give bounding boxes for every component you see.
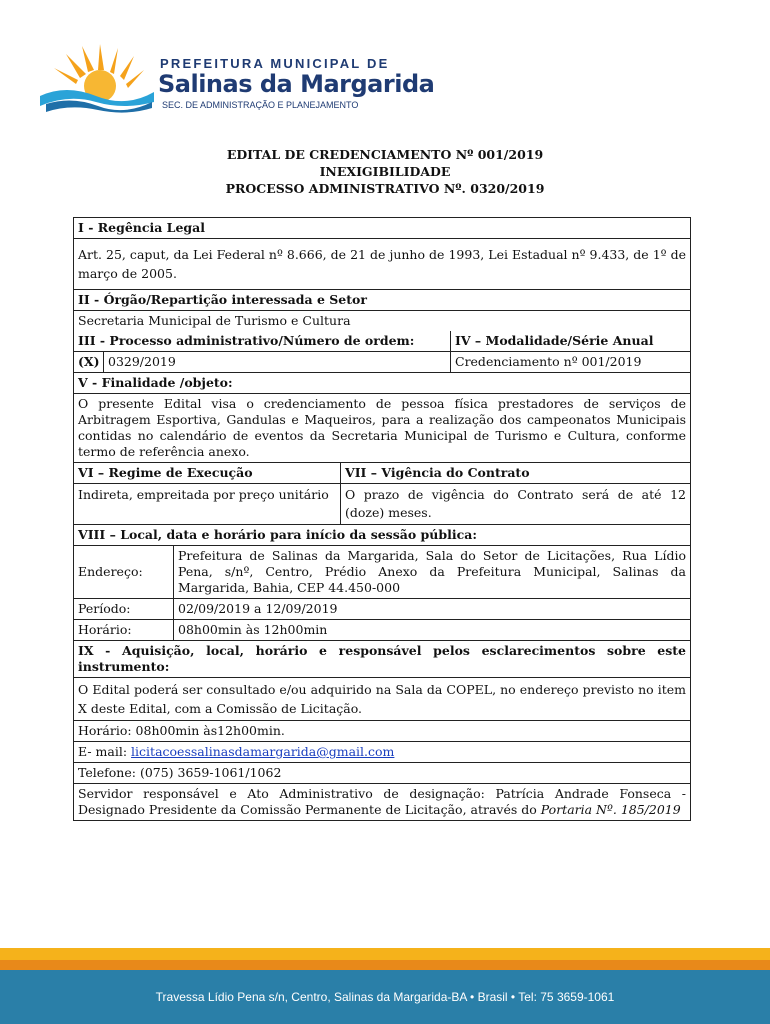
address-label: Endereço: (74, 546, 174, 598)
logo-sub-text: SEC. DE ADMINISTRAÇÃO E PLANEJAMENTO (162, 100, 359, 110)
title-line-3: PROCESSO ADMINISTRATIVO Nº. 0320/2019 (225, 181, 545, 196)
section-8-address-row (74, 546, 690, 599)
section-8-period-row (74, 599, 690, 620)
footer-stripe-yellow (0, 948, 770, 960)
section-4-value: Credenciamento nº 001/2019 (455, 354, 642, 369)
section-6-7-grid (74, 463, 690, 525)
section-9-hours: Horário: 08h00min às12h00min. (74, 721, 690, 742)
section-2-body: Secretaria Municipal de Turismo e Cultura (78, 313, 351, 328)
section-3-heading: III - Processo administrativo/Número de ordem: (74, 331, 450, 352)
section-7-body: O prazo de vigência do Contrato será de até 12 (doze) meses. (345, 487, 686, 520)
section-9-email-row (74, 742, 690, 763)
period-label: Período: (74, 599, 174, 619)
section-2-heading: II - Órgão/Repartição interessada e Setor (74, 290, 690, 311)
section-8-heading: VIII – Local, data e horário para início da sessão pública: (74, 525, 690, 546)
section-3-mark: (X) (74, 352, 104, 372)
hours-label: Horário: (74, 620, 174, 640)
section-9-heading: IX - Aquisição, local, horário e responsável pelos esclarecimentos sobre este instrumento: (74, 641, 690, 678)
section-5-heading: V - Finalidade /objeto: (74, 373, 690, 394)
footer-stripe-orange (0, 960, 770, 970)
edital-table (73, 217, 691, 821)
section-4 (451, 331, 690, 372)
section-3 (74, 331, 451, 372)
sun-wave-emblem-icon (36, 40, 156, 115)
section-1-body: Art. 25, caput, da Lei Federal nº 8.666, de 21 de junho de 1993, Lei Estadual nº 9.433, de 1º de março de 2005. (74, 239, 690, 290)
title-line-2: INEXIGIBILIDADE (319, 164, 451, 179)
section-3-value-row (74, 352, 450, 372)
section-5-body: O presente Edital visa o credenciamento de pessoa física prestadores de serviços de Arbitragem Esportiva, Gandulas e Maqueiros, para a realização dos campeonatos Municipais contidas no calendário de eventos da Secretaria Municipal de Turismo e Cultura, conforme termo de referência anexo. (74, 394, 690, 463)
municipal-logo (36, 40, 435, 115)
section-9-body: O Edital poderá ser consultado e/ou adquirido na Sala da COPEL, no endereço previsto no item X deste Edital, com a Comissão de Licitação. (74, 678, 690, 721)
section-6-body: Indireta, empreitada por preço unitário (78, 487, 329, 502)
period-value: 02/09/2019 a 12/09/2019 (178, 601, 338, 616)
logo-top-text: PREFEITURA MUNICIPAL DE (160, 56, 390, 71)
section-2-3-4-group (74, 311, 690, 373)
section-3-4-grid (74, 331, 690, 372)
section-6 (74, 463, 341, 524)
section-9-servant (74, 784, 690, 820)
section-9-phone: Telefone: (075) 3659-1061/1062 (74, 763, 690, 784)
email-link[interactable]: licitacoessalinasdamargarida@gmail.com (131, 744, 395, 759)
section-7-heading: VII – Vigência do Contrato (341, 463, 690, 484)
portaria-text: Portaria Nº. 185/2019 (540, 802, 681, 817)
section-6-heading: VI – Regime de Execução (74, 463, 340, 484)
section-7 (341, 463, 690, 524)
footer-address: Travessa Lídio Pena s/n, Centro, Salinas da Margarida-BA • Brasil • Tel: 75 3659-1061 (0, 970, 770, 1024)
section-1-heading: I - Regência Legal (74, 218, 690, 239)
section-4-heading: IV – Modalidade/Série Anual (451, 331, 690, 352)
address-value: Prefeitura de Salinas da Margarida, Sala do Setor de Licitações, Rua Lídio Pena, s/nº, Centro, Prédio Anexo da Prefeitura Municipal, Salinas da Margarida, Bahia, CEP 44.450-000 (178, 548, 686, 595)
email-label: E- mail: (78, 744, 132, 759)
logo-main-text: Salinas da Margarida (158, 70, 435, 98)
servant-text: Servidor responsável e Ato Administrativo de designação: Patrícia Andrade Fonseca - Designado Presidente da Comissão Permanente de Licitação, através do (78, 786, 686, 817)
page-footer (0, 948, 770, 1024)
title-line-1: EDITAL DE CREDENCIAMENTO Nº 001/2019 (226, 147, 544, 162)
hours-value: 08h00min às 12h00min (178, 622, 328, 637)
section-8-hours-row (74, 620, 690, 641)
section-3-value: 0329/2019 (108, 354, 176, 369)
document-title (0, 146, 770, 197)
